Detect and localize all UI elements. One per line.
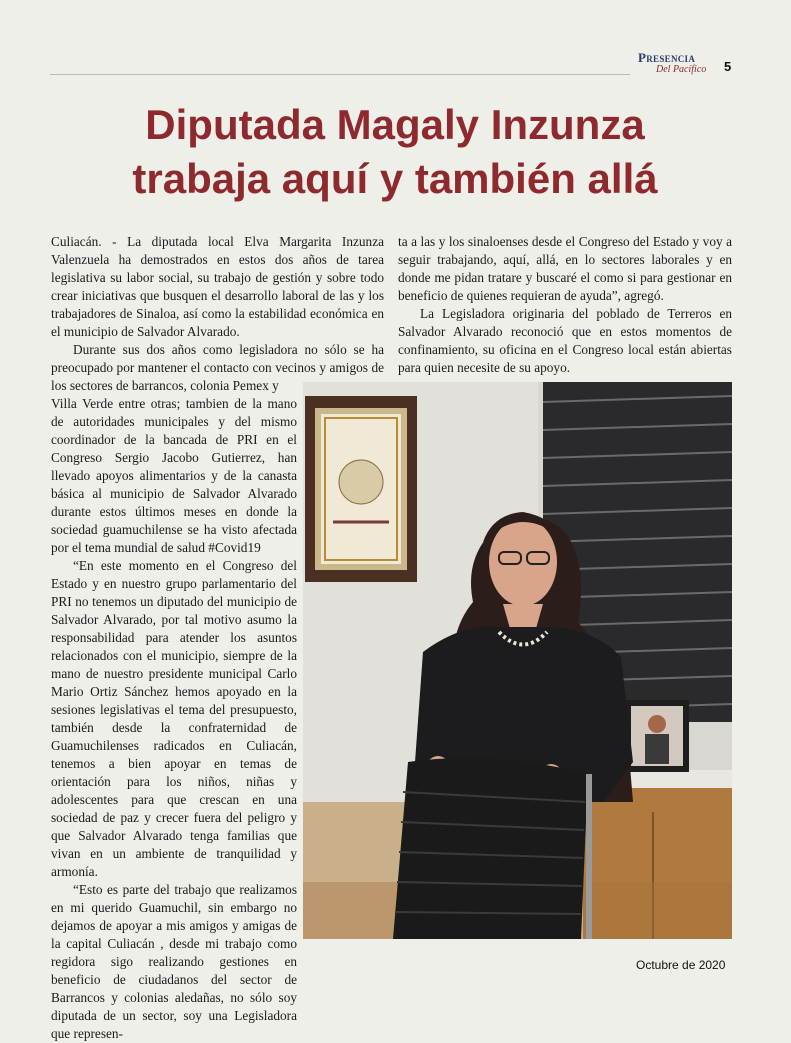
logo-main-text: Presencia [638,50,696,65]
right-column [398,233,732,377]
article-headline [60,98,730,206]
issue-date: Octubre de 2020 [636,958,726,972]
header-rule [50,74,630,75]
publication-logo [638,50,718,86]
left-column-top [51,233,384,395]
office-photo-illustration [303,382,732,939]
logo-sub-text: Del Pacífico [656,64,707,75]
paragraph: Culiacán. - La diputada local Elva Margarita Inzunza Valenzuela ha demostrados en estos dos años de tarea legislativa su labor social, su trabajo de gestión y sobre todo crear iniciativas que busquen el desarrollo laboral de las y los trabajadores de Sinaloa, así como la estabilidad económica en el municipio de Salvador Alvarado. [51,234,384,339]
headline-line-2: trabaja aquí y también allá [132,155,658,202]
paragraph: La Legisladora originaria del poblado de Terreros en Salvador Alvarado reconoció que en estos momentos de confinamiento, su oficina en el Congreso local están abiertas para quien necesite de su apoyo. [398,306,732,375]
article-photo [303,382,732,939]
paragraph: “En este momento en el Congreso del Estado y en nuestro grupo parlamentario del PRI no tenemos un diputado del municipio de Salvador Alvarado, por tal motivo asumo la responsabilidad para atender los asuntos relacionados con el municipio, siempre de la mano de nuestro presidente municipal Carlo Mario Ortiz Sánchez hemos apoyado en la sesiones legislativas el tema del presupuesto, también desde la confraternidad de Guamuchilenses radicados en Culiacán, tenemos a bien apoyar en temas de orientación para los niños, niñas y adolescentes para que crescan en una sociedad de paz y crecer fuera del peligro y que Salvador Alvarado tenga familias que vivan en un ambiente de tranquilidad y armonía. [51,558,297,879]
paragraph: “Esto es parte del trabajo que realizamos en mi querido Guamuchil, sin embargo no dejamos de apoyar a mis amigos y amigas de la capital Culiacán , desde mi trabajo como regidora sigo realizando gestiones en beneficio de ciudadanos del sector de Barrancos y colonias aledañas, no sólo soy diputada de un sector, soy una Legisladora que represen- [51,882,297,1041]
headline-line-1: Diputada Magaly Inzunza [145,101,645,148]
page-number: 5 [724,59,732,74]
left-column-bottom [51,395,297,1043]
paragraph: Durante sus dos años como legisladora no sólo se ha preocupado por mantener el contacto con vecinos y amigos de los sectores de barrancos, colonia Pemex y [51,342,384,393]
paragraph: ta a las y los sinaloenses desde el Congreso del Estado y voy a seguir trabajando, aquí, allá, en lo sectores laborales y en donde me pidan tratare y buscaré el como si para gestionar en beneficio de quienes requieran de ayuda”, agregó. [398,234,732,303]
paragraph: Villa Verde entre otras; tambien de la mano de autoridades municipales y del mismo coordinador de la bancada de PRI en el Congreso Sergio Jacobo Gutierrez, han llevado apoyos alimentarios y de la canasta básica al municipio de Salvador Alvarado durante estos últimos meses en donde la sociedad guamuchilense se ha visto afectada por el tema mundial de salud #Covid19 [51,396,297,555]
